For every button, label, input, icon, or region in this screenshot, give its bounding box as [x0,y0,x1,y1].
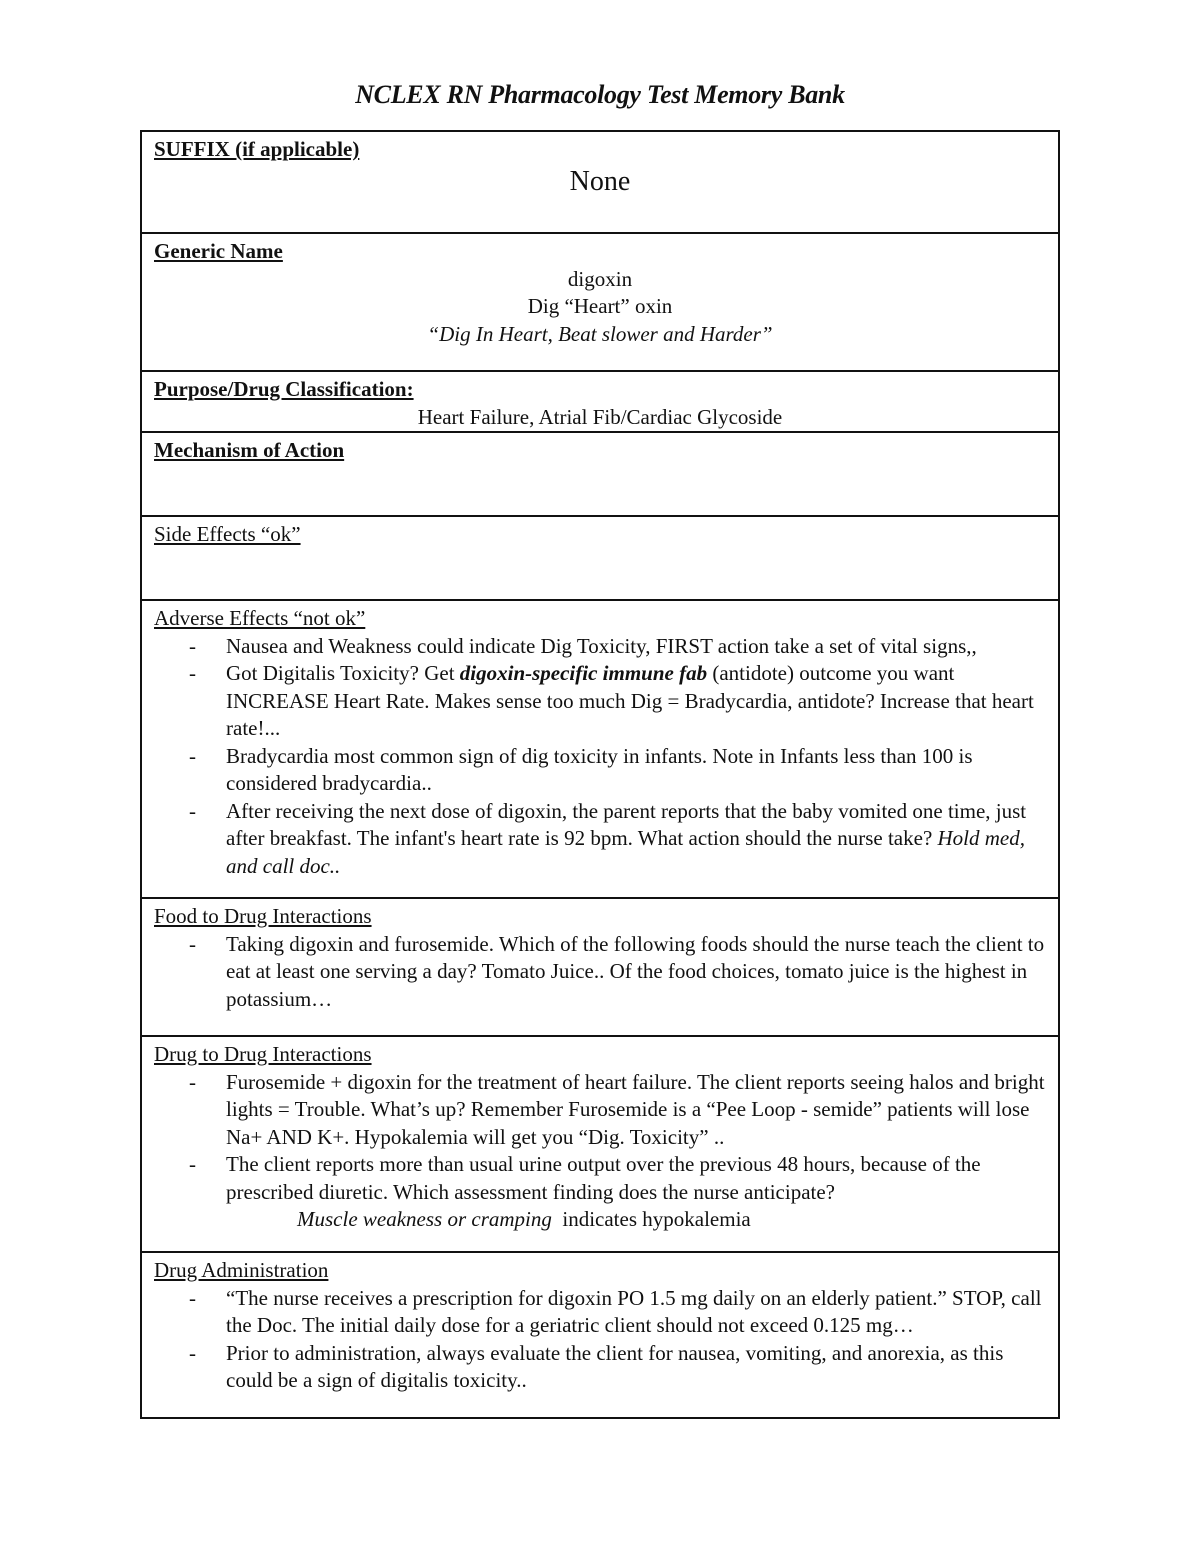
food-interactions-label: Food to Drug Interactions [154,904,372,928]
drug-interactions-row [141,1036,1059,1252]
answer-line [154,1206,1046,1234]
list-item: - Furosemide + digoxin for the treatment of heart failure. The client reports seeing halos and bright lights = Trouble. What’s up? Remember Furosemide is a “Pee Loop - semide” patients will lose Na+ AND K+. Hypokalemia will get you “Dig. Toxicity” .. [226,1069,1046,1152]
adverse-effects-label: Adverse Effects “not ok” [154,606,366,630]
list-item: - “The nurse receives a prescription for digoxin PO 1.5 mg daily on an elderly patient.” STOP, call the Doc. The initial daily dose for a geriatric client should not exceed 0.125 mg… [226,1285,1046,1340]
generic-name-row [141,233,1059,371]
item-text: (antidote) outcome you want INCREASE Heart Rate. Makes sense too much Dig = Bradycardia, antidote? Increase that heart rate!... [226,661,1034,740]
side-effects-label: Side Effects “ok” [154,522,301,546]
generic-mnemonic-phrase: “Dig In Heart, Beat slower and Harder” [427,321,773,346]
generic-mnemonic: Dig “Heart” oxin [527,294,673,318]
item-text: Got Digitalis Toxicity? Get [226,661,460,685]
adverse-effects-list [154,633,1046,881]
memory-bank-table [140,130,1060,1419]
list-item: - Taking digoxin and furosemide. Which of the following foods should the nurse teach the client to eat at least one serving a day? Tomato Juice.. Of the food choices, tomato juice is the highest in potassium… [226,931,1046,1014]
side-effects-row [141,516,1059,600]
suffix-value: None [569,165,631,197]
item-text: After receiving the next dose of digoxin, the parent reports that the baby vomited one time, just after breakfast. The infant's heart rate is 92 bpm. What action should the nurse take? [226,798,1027,850]
list-item: - The client reports more than usual urine output over the previous 48 hours, because of the prescribed diuretic. Which assessment finding does the nurse anticipate? [226,1151,1046,1206]
purpose-value: Heart Failure, Atrial Fib/Cardiac Glycoside [417,404,783,429]
answer-text: Hold med, and call doc.. [226,826,1026,878]
mechanism-label: Mechanism of Action [154,438,345,462]
generic-name: digoxin [567,266,633,291]
list-item [226,798,1046,881]
purpose-label: Purpose/Drug Classification: [154,377,414,401]
list-item: - Prior to administration, always evaluate the client for nausea, vomiting, and anorexia, as this could be a sign of digitalis toxicity.. [226,1340,1046,1395]
generic-name-label: Generic Name [154,239,283,263]
suffix-row [141,131,1059,233]
adverse-effects-row [141,600,1059,898]
purpose-row [141,371,1059,432]
list-item: - Bradycardia most common sign of dig toxicity in infants. Note in Infants less than 100 is considered bradycardia.. [226,743,1046,798]
drug-interactions-label: Drug to Drug Interactions [154,1042,372,1066]
drug-interactions-list [154,1069,1046,1207]
suffix-label: SUFFIX (if applicable) [154,137,360,161]
administration-label: Drug Administration [154,1258,329,1282]
mechanism-row [141,432,1059,516]
list-item: - Nausea and Weakness could indicate Dig Toxicity, FIRST action take a set of vital signs,, [226,633,1046,661]
food-interactions-list [154,931,1046,1014]
administration-row [141,1252,1059,1418]
answer-text: Muscle weakness or cramping [297,1207,552,1231]
administration-list [154,1285,1046,1395]
list-item [226,660,1046,743]
document-title: NCLEX RN Pharmacology Test Memory Bank [355,80,845,109]
answer-explanation: indicates hypokalemia [551,1207,751,1231]
antidote-text: digoxin-specific immune fab [459,661,708,685]
food-interactions-row [141,898,1059,1036]
